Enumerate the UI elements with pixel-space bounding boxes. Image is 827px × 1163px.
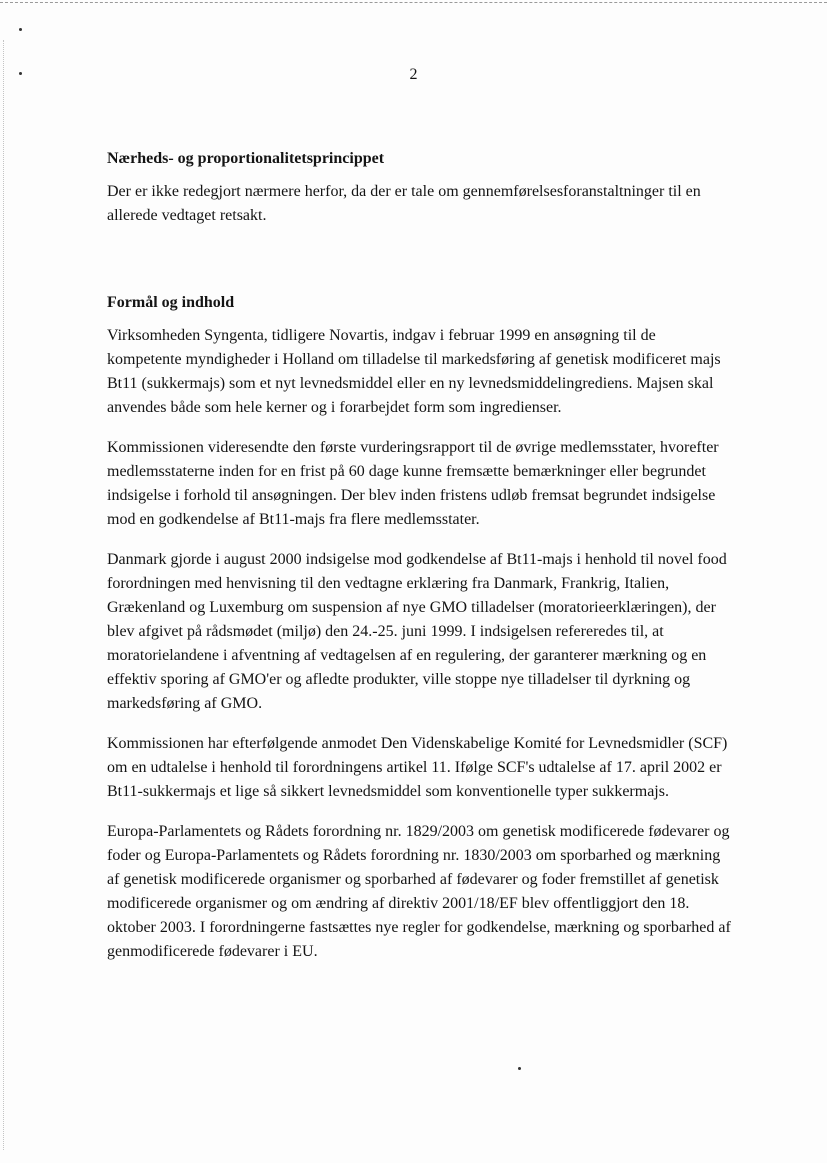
section-paragraph: Virksomheden Syngenta, tidligere Novartis, indgav i februar 1999 en ansøgning til de kompetente myndigheder i Holland om tilladelse til markedsføring af genetisk modificeret majs Bt11 (sukkermajs) som et nyt levnedsmiddel eller en ny levnedsmiddelingrediens. Majsen skal anvendes både som hele kerner og i forarbejdet form som ingredienser.	[107, 327, 721, 416]
document-body	[107, 148, 732, 964]
section-paragraph: Kommissionen videresendte den første vurderingsrapport til de øvrige medlemsstater, hvorefter medlemsstaterne inden for en frist på 60 dage kunne fremsætte bemærkninger eller begrundet indsigelse i forhold til ansøgningen. Der blev inden fristens udløb fremsat begrundet indsigelse mod en godkendelse af Bt11-majs fra flere medlemsstater.	[107, 439, 719, 528]
section-paragraph: Europa-Parlamentets og Rådets forordning nr. 1829/2003 om genetisk modificerede fødevarer og foder og Europa-Parlamentets og Rådets forordning nr. 1830/2003 om sporbarhed og mærkning af genetisk modificerede organismer og sporbarhed af fødevarer og foder fremstillet af genetisk modificerede organismer og om ændring af direktiv 2001/18/EF blev offentliggjort den 18. oktober 2003. I forordningerne fastsættes nye regler for godkendelse, mærkning og sporbarhed af genmodificerede fødevarer i EU.	[107, 823, 731, 960]
section-paragraph: Kommissionen har efterfølgende anmodet Den Videnskabelige Komité for Levnedsmidler (SCF) om en udtalelse i henhold til forordningens artikel 11. Ifølge SCF's udtalelse af 17. april 2002 er Bt11-sukkermajs et lige så sikkert levnedsmiddel som konventionelle typer sukkermajs.	[107, 735, 728, 800]
section-heading-purpose: Formål og indhold	[107, 294, 235, 311]
scan-edge-left	[3, 40, 4, 1150]
section-paragraph: Der er ikke redegjort nærmere herfor, da der er tale om gennemførelsesforanstaltninger til en allerede vedtaget retsakt.	[107, 183, 701, 224]
section-paragraph: Danmark gjorde i august 2000 indsigelse mod godkendelse af Bt11-majs i henhold til novel food forordningen med henvisning til den vedtagne erklæring fra Danmark, Frankrig, Italien, Grækenland og Luxemburg om suspension af nye GMO tilladelser (moratorieerklæringen), der blev afgivet på rådsmødet (miljø) den 24.-25. juni 1999. I indsigelsen refereredes til, at moratorielandene i afventning af vedtagelsen af en regulering, der garanterer mærkning og en effektiv sporing af GMO'er og afledte produkter, ville stoppe nye tilladelser til dyrkning og markedsføring af GMO.	[107, 551, 727, 712]
scan-speck	[19, 28, 22, 31]
scan-speck	[518, 1067, 521, 1070]
section-heading-subsidiarity: Nærheds- og proportionalitetsprincippet	[107, 150, 385, 167]
page-number: 2	[409, 66, 418, 83]
scan-edge-top	[0, 2, 827, 3]
